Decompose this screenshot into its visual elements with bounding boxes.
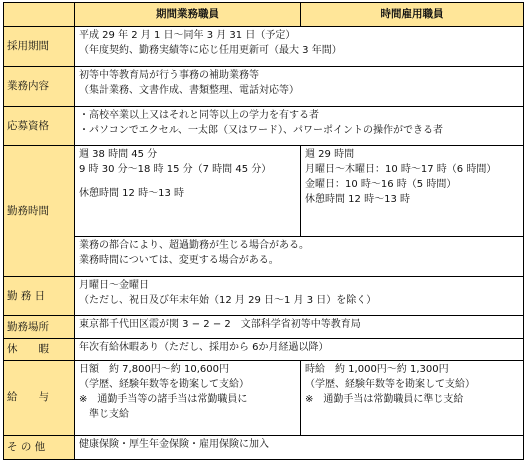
salary-fixed-line-2: （学歴、経験年数等を勘案して支給） xyxy=(79,378,249,390)
hours-note-line-2: 業務時間については、変更する場合がある。 xyxy=(79,255,279,266)
header-corner-cell xyxy=(4,3,75,27)
row-salary xyxy=(4,360,524,435)
value-salary-fixed-term xyxy=(75,360,301,435)
period-line-1: 平成 29 年 2 月 1 日〜同年 3 月 31 日（予定） xyxy=(79,30,296,42)
value-qualification xyxy=(75,106,524,146)
duties-line-2: （集計業務、文書作成、書類整理、電話対応等） xyxy=(79,85,299,97)
salary-fixed-line-1: 日額 約 7,800円〜約 10,600円 xyxy=(79,363,229,375)
row-other xyxy=(4,435,524,459)
header-hourly-staff: 時間雇用職員 xyxy=(301,3,524,27)
label-other: そ の 他 xyxy=(4,435,75,459)
hours-hourly-line-3: 金曜日：10 時〜16 時（5 時間） xyxy=(305,179,457,191)
salary-hourly-line-2: （学歴、経験年数等を勘案して支給） xyxy=(305,378,475,390)
value-hours-hourly xyxy=(301,146,524,237)
hours-hourly-line-1: 週 29 時間 xyxy=(305,149,355,161)
value-salary-hourly xyxy=(301,360,524,435)
row-period xyxy=(4,27,524,67)
period-line-2: （年度契約、勤務実績等に応じ任用更新可（最大 3 年間） xyxy=(79,45,342,57)
row-hours-note xyxy=(4,237,524,277)
value-location: 東京都千代田区霞が関 3 − 2 − 2 文部科学省初等中等教育局 xyxy=(75,316,524,338)
value-duties xyxy=(75,67,524,107)
salary-fixed-line-3: ※ 通勤手当等の諸手当は常勤職員に xyxy=(79,393,248,405)
hours-hourly-line-2: 月曜日〜木曜日：10 時〜17 時（6 時間） xyxy=(305,164,497,176)
label-workdays: 勤 務 日 xyxy=(4,276,75,316)
header-row xyxy=(4,3,524,27)
duties-line-1: 初等中等教育局が行う事務の補助業務等 xyxy=(79,70,259,82)
hours-fixed-line-3: 休憩時間 12 時〜13 時 xyxy=(79,188,184,200)
label-leave: 休 暇 xyxy=(4,338,75,360)
qualification-line-2: ・パソコンでエクセル、一太郎（又はワード）、パワーポイントの操作ができる者 xyxy=(79,124,443,136)
row-duties xyxy=(4,67,524,107)
hours-hourly-line-4: 休憩時間 12 時〜13 時 xyxy=(305,194,410,206)
value-leave: 年次有給休暇あり（ただし、採用から 6か月経過以降） xyxy=(75,338,524,360)
hours-fixed-spacer xyxy=(79,177,296,186)
row-qualification xyxy=(4,106,524,146)
label-duties: 業務内容 xyxy=(4,67,75,107)
label-salary: 給 与 xyxy=(4,360,75,435)
row-leave xyxy=(4,338,524,360)
value-workdays xyxy=(75,276,524,316)
value-period xyxy=(75,27,524,67)
workdays-line-1: 月曜日〜金曜日 xyxy=(79,279,149,291)
recruitment-conditions-table xyxy=(3,2,524,460)
hours-fixed-line-2: 9 時 30 分〜18 時 15 分（7 時間 45 分） xyxy=(79,164,272,176)
value-hours-fixed-term xyxy=(75,146,301,237)
value-hours-note xyxy=(75,237,524,277)
salary-hourly-line-1: 時給 約 1,000円〜約 1,300円 xyxy=(305,363,449,375)
label-qualification: 応募資格 xyxy=(4,106,75,146)
salary-hourly-line-3: ※ 通勤手当は常勤職員に準じ支給 xyxy=(305,393,464,405)
workdays-line-2: （ただし、祝日及び年末年始（12 月 29 日〜1 月 3 日）を除く） xyxy=(79,294,377,306)
salary-fixed-line-4: 準じ支給 xyxy=(89,408,129,420)
hours-fixed-line-1: 週 38 時間 45 分 xyxy=(79,149,158,161)
row-hours xyxy=(4,146,524,237)
label-location: 勤務場所 xyxy=(4,316,75,338)
hours-note-line-1: 業務の都合により、超過勤務が生じる場合がある。 xyxy=(79,240,309,251)
row-location xyxy=(4,316,524,338)
row-workdays xyxy=(4,276,524,316)
qualification-line-1: ・高校卒業以上又はそれと同等以上の学力を有する者 xyxy=(79,109,319,121)
header-fixed-term-staff: 期間業務職員 xyxy=(75,3,301,27)
value-other: 健康保険・厚生年金保険・雇用保険に加入 xyxy=(75,435,524,459)
label-period: 採用期間 xyxy=(4,27,75,67)
label-hours: 勤務時間 xyxy=(4,146,75,276)
